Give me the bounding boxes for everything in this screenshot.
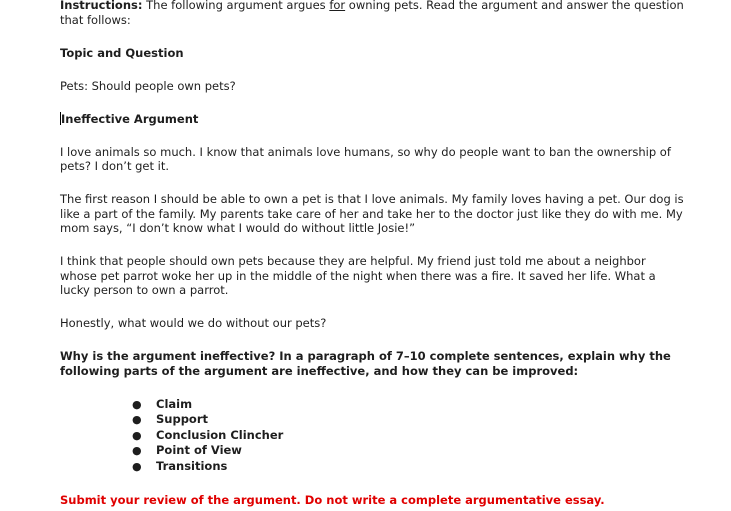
instructions-paragraph <box>60 0 685 27</box>
argument-paragraph: The first reason I should be able to own a pet is that I love animals. My family loves having a pet. Our dog is like a part of the family. My parents take care of her and take her to the doctor just like they do with me. My mom says, “I don’t know what I would do without little Josie!” <box>60 192 684 235</box>
bullet-icon: ● <box>132 444 142 457</box>
list-item <box>60 397 685 413</box>
list-item <box>60 412 685 428</box>
list-item-label: Point of View <box>156 443 242 457</box>
instructions-underlined-word: for <box>329 0 346 12</box>
list-item <box>60 443 685 459</box>
list-item-label: Transitions <box>156 458 228 473</box>
argument-heading <box>60 112 685 127</box>
argument-heading-text: Ineffective Argument <box>61 111 199 126</box>
submission-note: Submit your review of the argument. Do not write a complete argumentative essay. <box>60 492 605 507</box>
criteria-list <box>60 397 685 475</box>
argument-paragraph: I think that people should own pets because they are helpful. My friend just told me about a neighbor whose pet parrot woke her up in the middle of the night when there was a fire. It saved her life. What a lucky person to own a parrot. <box>60 254 656 297</box>
list-item <box>60 428 685 444</box>
argument-paragraph: Honestly, what would we do without our pets? <box>60 316 327 330</box>
document-body <box>60 0 685 507</box>
list-item-label: Conclusion Clincher <box>156 427 284 442</box>
bullet-icon: ● <box>132 397 142 411</box>
topic-question: Pets: Should people own pets? <box>60 78 236 93</box>
question-prompt: Why is the argument ineffective? In a paragraph of 7–10 complete sentences, explain why the following parts of the argument are ineffective, and how they can be improved: <box>60 349 671 378</box>
argument-paragraph: I love animals so much. I know that animals love humans, so why do people want to ban the ownership of pets? I don’t get it. <box>60 144 671 173</box>
list-item <box>60 459 685 475</box>
list-item-label: Support <box>156 412 209 426</box>
bullet-icon: ● <box>132 459 142 473</box>
bullet-icon: ● <box>132 428 142 442</box>
instructions-label: Instructions: <box>60 0 143 12</box>
topic-heading: Topic and Question <box>60 45 184 60</box>
instructions-text-before: The following argument argues <box>142 0 330 12</box>
instructions-text-after: owning pets. Read the argument and answer the question that follows: <box>60 0 684 27</box>
list-item-label: Claim <box>156 396 193 411</box>
bullet-icon: ● <box>132 413 142 426</box>
